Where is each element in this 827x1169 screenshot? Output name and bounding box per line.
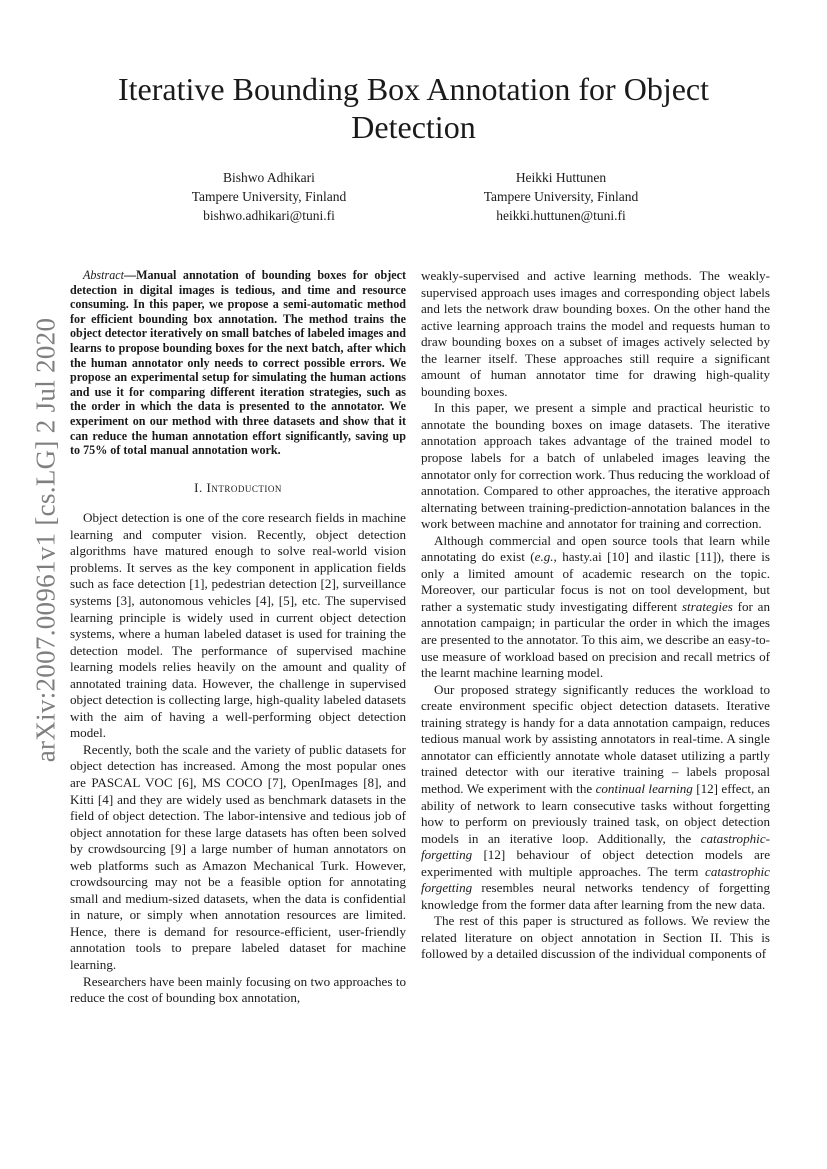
author-name: Heikki Huttunen (515, 170, 607, 185)
section-heading (70, 480, 406, 497)
emphasis: catastrophic forgetting (421, 863, 770, 896)
text-run: resembles neural networks tendency of forgetting knowledge from the former data after learning from the new data. (421, 880, 770, 912)
paragraph: In this paper, we present a simple and practical heuristic to annotate the bounding boxes on image datasets. The iterative annotation approach takes advantage of the trained model to propose labels for a batch of unlabeled images leaving the annotator only for correction work. Thus reducing the workload of annotation. Compared to other approaches, the iterative approach alternating between training-prediction-annotation balances in the work between machine and annotator for training and correction. (421, 400, 770, 532)
text-run: [12] behaviour of object detection models are experimented with multiple approaches. The term (421, 847, 770, 879)
author-block-2 (431, 168, 691, 225)
paragraph (421, 682, 770, 914)
emphasis: strategies (681, 598, 733, 614)
text-run: hasty.ai [10] and ilastic [11]), there is only a limited amount of academic research on the topic. Moreover, our particular focus is not on tool development, but rather a systematic study investigating different (421, 549, 770, 614)
author-affiliation: Tampere University, Finland (191, 189, 347, 204)
section-title: Introduction (206, 479, 282, 495)
abstract-text: —Manual annotation of bounding boxes for object detection in digital images is tedious, and time and resource consuming. In this paper, we propose a semi-automatic method for efficient bounding box annotation. The method trains the object detector iteratively on small batches of labeled images and learns to propose bounding boxes for the next batch, after which the human annotator only needs to correct possible errors. We propose an experimental setup for simulating the human actions and use it for comparing different iteration strategies, such as the order in which the data is presented to the annotator. We experiment on our method with three datasets and show that it can reduce the human annotation effort significantly, saving up to 75% of total manual annotation work. (70, 268, 406, 458)
emphasis: e.g., (534, 549, 557, 565)
paragraph: Object detection is one of the core research fields in machine learning and computer vision. Recently, object detection algorithms have matured enough to solve real-world vision problems. It serves as the key component in application fields such as face detection [1], pedestrian detection [2], surveillance systems [3], autonomous vehicles [4], [5], etc. The supervised learning principle is widely used in current object detection systems, where a human labeled dataset is used for training the detection model. The performance of supervised machine learning models relies heavily on the amount and quality of annotated training data. However, the challenge in supervised object detection is collecting large, high-quality labeled datasets with the aim of having a well-performing object detection model. (70, 510, 406, 741)
text-run: [12] effect, an ability of network to learn consecutive tasks without forgetting how to perform on previously trained task, on object detection models in an iterative loop. Additionally, the (421, 780, 770, 846)
paragraph (421, 533, 770, 682)
arxiv-stamp: arXiv:2007.00961v1 [cs.LG] 2 Jul 2020 (30, 317, 61, 763)
author-email: bishwo.adhikari@tuni.fi (203, 208, 335, 223)
right-column (421, 268, 770, 963)
paragraph: Researchers have been mainly focusing on two approaches to reduce the cost of bounding box annotation, (70, 973, 406, 1006)
paper-title: Iterative Bounding Box Annotation for Object Detection (118, 71, 709, 145)
abstract-lead: Abstract (83, 268, 124, 282)
text-run: Although commercial and open source tools that learn while annotating do exist ( (421, 532, 770, 565)
abstract (70, 268, 406, 458)
author-name: Bishwo Adhikari (223, 170, 315, 185)
text-run: for an annotation campaign; in particular the order in which the images are presented to the annotator. To this aim, we describe an easy-to-use measure of workload based on precision and recall metrics of the learnt machine learning model. (421, 598, 770, 681)
emphasis: continual learning (595, 780, 693, 796)
emphasis: catastrophic-forgetting (421, 830, 770, 863)
author-affiliation: Tampere University, Finland (483, 189, 639, 204)
paragraph: weakly-supervised and active learning methods. The weakly-supervised approach uses images and corresponding object labels and lets the network draw bounding boxes. On the other hand the active learning approach trains the model and requests human to draw bounding boxes on a subset of images actively selected by the learner itself. These approaches still require a significant amount of human annotator time for drawing high-quality bounding boxes. (421, 268, 770, 399)
paragraph: Recently, both the scale and the variety of public datasets for object detection has increased. Among the most popular ones are PASCAL VOC [6], MS COCO [7], OpenImages [8], and Kitti [4] and they are widely used as benchmark datasets in the field of object detection. The labor-intensive and tedious job of object annotation for these large datasets has often been solved by crowdsourcing [9] a large number of human annotators on web platforms such as Amazon Mechanical Turk. However, crowdsourcing may not be a feasible option for annotating small and medium-sized datasets, when the data is confidential in nature, or simply when annotation resources are limited. Hence, there is demand for resource-efficient, user-friendly annotation tools to prepare labeled dataset for machine learning. (70, 741, 406, 973)
section-number: I. (194, 479, 207, 495)
text-run: Our proposed strategy significantly reduces the workload to create environment specific object detection datasets. Iterative training strategy is handy for a data annotation campaign, reduces tedious manual work by assisting annotators in real-time. A single annotator can efficiently annotate whole dataset utilizing a partly trained detector with our iterative training – labels proposal method. We experiment with the (421, 681, 770, 796)
author-email: heikki.huttunen@tuni.fi (496, 208, 626, 223)
left-column (70, 268, 406, 1007)
paragraph: The rest of this paper is structured as follows. We review the related literature on object annotation in Section II. This is followed by a detailed discussion of the individual components of (421, 913, 770, 962)
author-block-1 (139, 168, 399, 225)
